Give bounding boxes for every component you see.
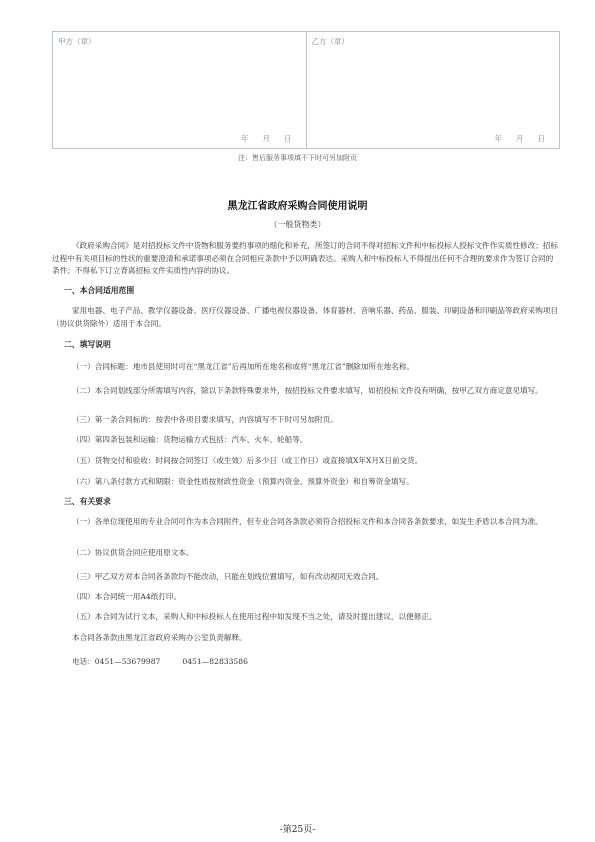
- section-2-item: （二）本合同划线部分所需填写内容，除以下条款特殊要求外，按招投标文件要求填写，如招投标文件没有明确，按甲乙双方商定意见填写。: [72, 386, 543, 395]
- party-b-date: [495, 133, 560, 144]
- document-title: 黑龙江省政府采购合同使用说明: [227, 201, 368, 212]
- section-3-item: （五）本合同为试行文本，采购人和中标投标人在使用过程中如发现不当之处，请及时提出建议，以便修正。: [72, 612, 437, 621]
- section-1-heading: 一、本合同适用范围: [64, 286, 135, 295]
- year-label: 年: [494, 134, 502, 143]
- month-label: 月: [262, 134, 270, 143]
- section-2-item: （一）合同标题：地市县使用时可在“黑龙江省”后再加所在地名称或将“黑龙江省”删除加所在地名称。: [72, 362, 415, 371]
- month-label: 月: [516, 134, 524, 143]
- section-2-item: （三）第一条合同标的：按表中各项目要求填写，内容填写不下时可另加附页。: [72, 415, 338, 424]
- intro-paragraph: 《政府采购合同》是对招投标文件中货物和服务要约事项的细化和补充，所签订的合同不得对招标文件和中标投标人投标文件作实质性修改；招标过程中有关项目标的性状的重要澄清和承诺事项必须在合同相应条款中予以明确表达。采购人和中标投标人不得提出任何不合理的要求作为签订合同的条件；不得私下订立背离招标文件实质性内容的协议。: [52, 241, 558, 275]
- year-label: 年: [241, 134, 249, 143]
- section-2-item: （五）货物交付和验收：时间按合同签订（或生效）后多少日（或工作日）或直接填X年X月X日前交货。: [72, 456, 423, 465]
- section-3-heading: 三、有关要求: [64, 497, 111, 506]
- phone-number-1: 电话：0451—53679987: [72, 657, 161, 666]
- party-b-label: 乙方（章）: [311, 37, 349, 46]
- page-number: -第25页-: [279, 825, 316, 835]
- closing-note: 本合同各条款由黑龙江省政府采购办公室负责解释。: [72, 633, 247, 642]
- document-subtitle: （一般货物类）: [269, 220, 326, 229]
- party-a-cell: [53, 32, 306, 148]
- section-2-item: （六）第八条付款方式和期限：资金性质按财政性资金（预算内资金、预算外资金）和自筹资金填写。: [72, 477, 414, 486]
- day-label: 日: [284, 134, 292, 143]
- section-3-item: （四）本合同统一用A4纸打印。: [72, 592, 182, 601]
- section-3-item: （二）协议供货合同应使用原文本。: [72, 548, 194, 557]
- section-2-heading: 二、填写说明: [64, 340, 111, 349]
- day-label: 日: [537, 134, 545, 143]
- section-1-text: 家用电器、电子产品、教学仪器设备、医疗仪器设备、广播电视仪器设备、体育器材、音响乐器、药品、服装、印刷设备和印刷品等政府采购项目（协议供货除外）适用于本合同。: [52, 306, 558, 328]
- signature-table: [52, 31, 560, 149]
- phone-number-2: 0451—82833586: [182, 657, 248, 666]
- section-3-item: （一）各单位现使用的专业合同可作为本合同附件，但专业合同各条款必须符合招投标文件和本合同各条款要求，如发生矛盾以本合同为准。: [72, 517, 543, 526]
- section-3-item: （三）甲乙双方对本合同各条款均不能改动，只能在划线位置填写，如有改动视同无效合同。: [72, 572, 384, 581]
- party-a-label: 甲方（章）: [58, 37, 96, 46]
- party-b-cell: [306, 32, 560, 148]
- phone-line: [72, 656, 248, 667]
- party-a-date: [241, 133, 306, 144]
- table-note: 注：售后服务事项填不下时可另加附页: [238, 154, 357, 162]
- section-2-item: （四）第四条包装和运输：货物运输方式包括：汽车、火车、轮船等。: [72, 435, 308, 444]
